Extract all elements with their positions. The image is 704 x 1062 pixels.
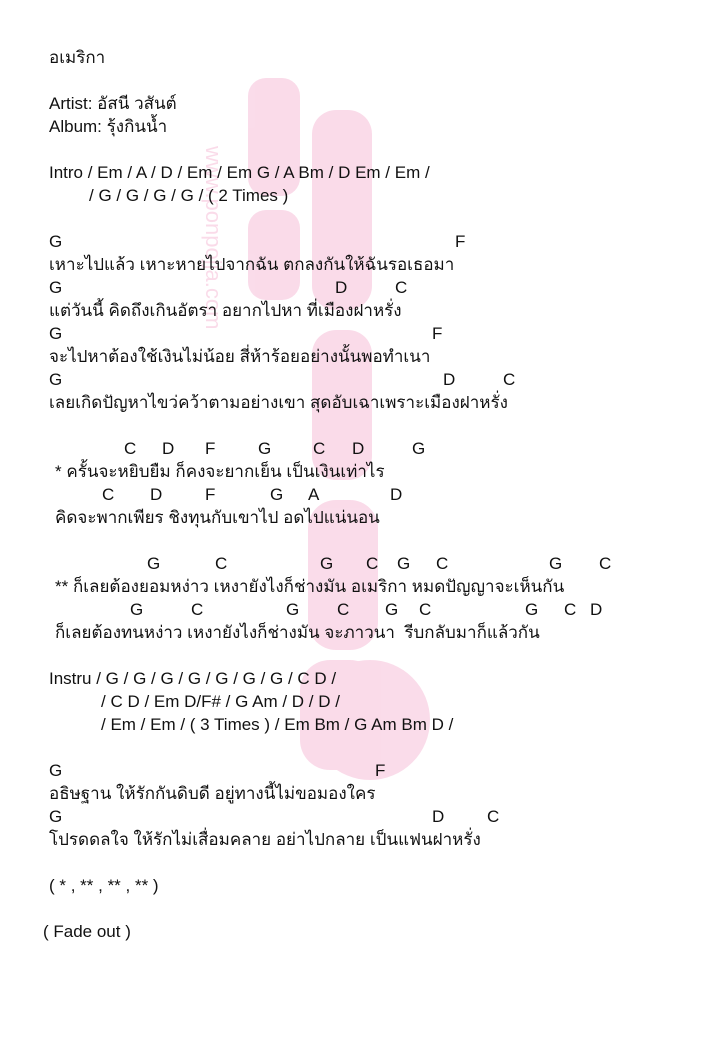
chord-g: G (525, 600, 539, 619)
song-title: อเมริกา (49, 48, 106, 67)
chorus1-line-1: * ครั้นจะหยิบยืม ก็คงจะยากเย็น เป็นเงินเท่าไร (55, 462, 385, 481)
chord-c: C (395, 278, 408, 297)
chord-f: F (205, 485, 216, 504)
chord-d: D (162, 439, 175, 458)
instru-line-3: / Em / Em / ( 3 Times ) / Em Bm / G Am Bm D / (101, 715, 454, 734)
chord-g: G (412, 439, 426, 458)
chord-d: D (390, 485, 403, 504)
instru-line-2: / C D / Em D/F# / G Am / D / D / (101, 692, 340, 711)
watermark-text: www.ponpojja.com (201, 146, 226, 330)
chord-c: C (436, 554, 449, 573)
intro-line-2: / G / G / G / G / ( 2 Times ) (89, 186, 289, 205)
chord-f: F (375, 761, 386, 780)
chord-g: G (49, 232, 63, 251)
chord-g: G (49, 761, 63, 780)
chord-g: G (49, 278, 63, 297)
chord-c: C (564, 600, 577, 619)
chord-d: D (150, 485, 163, 504)
chord-c: C (503, 370, 516, 389)
chord-c: C (366, 554, 379, 573)
artist-line: Artist: อัสนี วสันต์ (49, 94, 177, 113)
chord-g: G (147, 554, 161, 573)
chord-c: C (599, 554, 612, 573)
verse1-line-1: เหาะไปแล้ว เหาะหายไปจากฉัน ตกลงกันให้ฉันรอเธอมา (49, 255, 455, 274)
chord-d: D (432, 807, 445, 826)
chord-c: C (487, 807, 500, 826)
chord-a: A (308, 485, 320, 504)
chord-f: F (455, 232, 466, 251)
chord-c: C (102, 485, 115, 504)
verse1-line-2: แต่วันนี้ คิดถึงเกินอัตรา อยากไปหา ที่เมืองฝาหรั่ง (49, 301, 402, 320)
verse1-line-4: เลยเกิดปัญหาไขว่คว้าตามอย่างเขา สุดอับเฉาเพราะเมืองฝาหรั่ง (49, 393, 508, 412)
chorus1-line-2: คิดจะพากเพียร ชิงทุนกับเขาไป อดไปแน่นอน (55, 508, 380, 527)
chorus2-line-2: ก็เลยต้องทนหง่าว เหงายังไงก็ช่างมัน จะภาวนา รีบกลับมาก็แล้วกัน (55, 623, 540, 642)
chord-c: C (313, 439, 326, 458)
chord-g: G (270, 485, 284, 504)
chord-d: D (443, 370, 456, 389)
chord-g: G (397, 554, 411, 573)
chord-g: G (258, 439, 272, 458)
chord-d: D (335, 278, 348, 297)
chord-g: G (320, 554, 334, 573)
chord-c: C (215, 554, 228, 573)
chord-g: G (286, 600, 300, 619)
verse1-line-3: จะไปหาต้องใช้เงินไม่น้อย สี่ห้าร้อยอย่างนั้นพอทำเนา (49, 347, 431, 366)
intro-line-1: Intro / Em / A / D / Em / Em G / A Bm / D Em / Em / (49, 163, 430, 182)
repeat-sequence: ( * , ** , ** , ** ) (49, 876, 159, 895)
chord-g: G (130, 600, 144, 619)
chord-g: G (49, 370, 63, 389)
chord-g: G (549, 554, 563, 573)
chord-f: F (205, 439, 216, 458)
fade-out: ( Fade out ) (43, 922, 131, 941)
chord-c: C (124, 439, 137, 458)
verse2-line-2: โปรดดลใจ ให้รักไม่เสื่อมคลาย อย่าไปกลาย เป็นแฟนฝาหรั่ง (49, 830, 481, 849)
chord-g: G (49, 807, 63, 826)
verse2-line-1: อธิษฐาน ให้รักกันดิบดี อยู่ทางนี้ไม่ขอมองใคร (49, 784, 376, 803)
chord-g: G (49, 324, 63, 343)
chord-c: C (419, 600, 432, 619)
chord-c: C (337, 600, 350, 619)
chord-d: D (352, 439, 365, 458)
chord-g: G (385, 600, 399, 619)
instru-line-1: Instru / G / G / G / G / G / G / G / C D / (49, 669, 337, 688)
album-line: Album: รุ้งกินน้ำ (49, 117, 168, 136)
chorus2-line-1: ** ก็เลยต้องยอมหง่าว เหงายังไงก็ช่างมัน อเมริกา หมดปัญญาจะเห็นกัน (55, 577, 565, 596)
chord-c: C (191, 600, 204, 619)
chord-d: D (590, 600, 603, 619)
chord-f: F (432, 324, 443, 343)
